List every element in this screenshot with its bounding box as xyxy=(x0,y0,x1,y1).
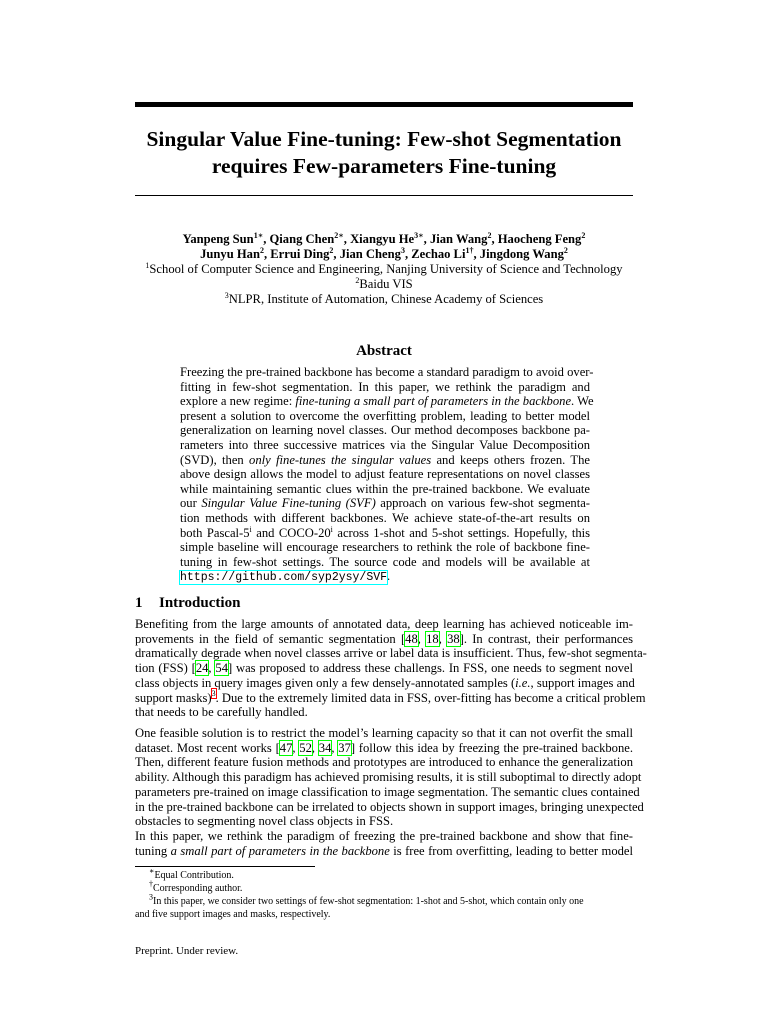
author-affiliation-mark: 2 xyxy=(563,245,568,255)
text-run: , xyxy=(331,740,339,755)
text-run: in the pre-trained backbone can be irrelated to objects shown in support images, bringing unexpected xyxy=(135,799,644,814)
citation-link[interactable]: 52 xyxy=(299,740,312,755)
text-run: and COCO-20 xyxy=(251,525,331,540)
text-line xyxy=(180,438,590,453)
footnote-text: Equal Contribution. xyxy=(154,870,234,881)
text-run: Then, different feature fusion methods and prototypes are introduced to enhance the generalization xyxy=(135,755,633,770)
text-run: generalization on learning novel classes. Our method decomposes backbone pa- xyxy=(180,423,590,438)
text-line xyxy=(180,511,590,526)
footnote-mark: † xyxy=(149,879,153,889)
footnote-mark: 3 xyxy=(149,892,153,902)
author-names-line-1: Yanpeng Sun$^{1∗}$, Qiang Chen$^{2∗}$, Xiangyu $He^{3∗}$, Jian Wang$^2$, Haocheng Feng$^2$ xyxy=(182,230,586,246)
text-run: , support images and xyxy=(530,675,635,690)
text-run: In this paper, we rethink the paradigm of freezing the pre-trained backbone and show that fine- xyxy=(135,829,633,843)
text-line xyxy=(135,726,633,741)
italic-text: i.e. xyxy=(515,675,531,690)
text-line xyxy=(135,755,633,770)
affiliation-text: Baidu VIS xyxy=(359,277,413,291)
text-run: . Due to the extremely limited data in FSS, over-fitting has become a critical problem xyxy=(215,690,646,705)
intro-paragraph-3 xyxy=(135,829,633,858)
citation-link[interactable]: 37 xyxy=(338,740,351,755)
text-run: . We xyxy=(571,394,594,409)
text-run: parameters pre-trained on image classification to image segmentation. The semantic clues contained xyxy=(135,784,640,799)
text-line xyxy=(135,844,633,859)
author-name: Xiangyu He xyxy=(350,232,415,246)
footnote xyxy=(135,879,633,895)
text-line xyxy=(135,741,633,756)
author-affiliation-mark: 2 xyxy=(259,245,264,255)
github-link[interactable]: https://github.com/syp2ysy/SVF xyxy=(180,571,388,585)
title-line-2: requires Few-parameters Fine-tuning xyxy=(211,154,557,178)
title-top-rule xyxy=(135,102,633,107)
citation-link[interactable]: 18 xyxy=(426,631,439,646)
text-line xyxy=(180,569,590,586)
author-affiliation-mark: 1∗ xyxy=(253,230,264,240)
text-run: while maintaining semantic clues within the pre-trained backbone. We evaluate xyxy=(180,481,590,496)
text-line xyxy=(135,799,644,815)
text-run: , xyxy=(438,631,448,646)
text-line xyxy=(135,689,646,706)
author-affiliation-mark: 3∗ xyxy=(414,230,424,240)
author-affiliation-mark: 2∗ xyxy=(334,230,344,240)
text-run: ] follow this idea by freezing the pre-trained backbone. xyxy=(350,740,634,755)
text-line xyxy=(180,394,594,409)
text-run: tuning in few-shot settings. The source code and models will be available at xyxy=(180,554,590,569)
superscript: i xyxy=(330,524,333,534)
superscript: i xyxy=(249,524,252,534)
text-run: fitting in few-shot segmentation. In this paper, we rethink the paradigm and xyxy=(180,379,590,394)
text-line xyxy=(135,661,633,676)
author-name: Jingdong Wang xyxy=(479,247,564,261)
text-run: Benefiting from the large amounts of annotated data, deep learning has achieved noticeable im- xyxy=(135,617,633,631)
text-run: (SVD), then xyxy=(180,452,250,467)
footnote-mark: ∗ xyxy=(149,866,155,876)
text-run: above design allows the model to adjust feature representations on novel classes xyxy=(180,467,590,482)
text-line xyxy=(135,784,640,800)
citation-link[interactable]: 24 xyxy=(195,661,209,676)
citation-link[interactable]: 48 xyxy=(405,631,418,646)
citation-link[interactable]: 47 xyxy=(279,740,293,755)
affiliation-mark: 3 xyxy=(224,290,229,300)
section-number: 1 xyxy=(135,595,143,611)
author-affiliation-mark: 1† xyxy=(465,245,474,255)
affiliation-text: NLPR, Institute of Automation, Chinese Academy of Sciences xyxy=(228,292,544,306)
text-line xyxy=(180,482,590,497)
text-line xyxy=(135,617,633,632)
intro-paragraph-1 xyxy=(135,617,647,720)
text-run: provements in the field of semantic segmentation [ xyxy=(135,631,406,646)
section-title: Introduction xyxy=(159,595,241,611)
author-name: Jian Cheng xyxy=(339,247,401,261)
text-line xyxy=(135,646,647,661)
footnote-link[interactable]: 3 xyxy=(211,689,216,699)
paper-title xyxy=(120,126,648,180)
text-run: across 1-shot and 5-shot settings. Hopefully, this xyxy=(332,525,591,540)
author-block xyxy=(100,232,668,307)
citation-link[interactable]: 38 xyxy=(447,631,460,646)
author-name: Errui Ding xyxy=(270,247,330,261)
text-run: present a solution to overcome the overfitting problem, leading to better model xyxy=(180,408,590,423)
text-run: and keeps others frozen. The xyxy=(431,452,590,467)
footnote-text: In this paper, we consider two settings of few-shot segmentation: 1-shot and 5-shot, which contain only one xyxy=(153,896,584,907)
title-bottom-rule xyxy=(135,195,633,196)
text-line xyxy=(180,409,590,424)
affiliation-mark: 2 xyxy=(355,275,360,285)
text-run: explore a new regime: xyxy=(180,394,296,409)
italic-text: fine-tuning a small part of parameters in the backbone xyxy=(295,394,572,409)
affiliations xyxy=(100,262,668,307)
text-run: ability. Although this paradigm has achieved promising results, it is still suboptimal to directly adopt xyxy=(135,770,642,785)
author-affiliation-mark: 2 xyxy=(487,230,492,240)
author-name: Qiang Chen xyxy=(269,232,335,246)
text-run: rameters into three successive matrices via the Singular Value Decomposition xyxy=(180,437,590,452)
author-affiliation-mark: 3 xyxy=(400,245,405,255)
author-name: Jian Wang xyxy=(429,232,488,246)
text-run: Freezing the pre-trained backbone has become a standard paradigm to avoid over- xyxy=(180,365,594,379)
text-run: simple baseline will encourage researchers to rethink the role of backbone fine- xyxy=(180,540,590,555)
text-run: ]. In contrast, their performances xyxy=(459,631,633,646)
text-line xyxy=(180,467,590,482)
text-run: dataset. Most recent works [ xyxy=(135,740,280,755)
text-line xyxy=(180,380,590,395)
text-run: approach on various few-shot segmenta- xyxy=(375,496,590,511)
text-line xyxy=(135,814,633,829)
affiliation-line xyxy=(100,262,668,277)
text-run: , xyxy=(292,740,300,755)
citation-link[interactable]: 34 xyxy=(318,740,332,755)
footnote-text: Corresponding author. xyxy=(153,883,243,894)
text-line xyxy=(180,365,594,380)
footnote-text: and five support images and masks, respectively. xyxy=(135,909,331,920)
text-line xyxy=(180,526,590,541)
text-run: ] was proposed to address these challengs. In FSS, one needs to segment novel xyxy=(227,661,633,676)
text-line xyxy=(135,705,633,720)
text-run: . xyxy=(387,569,391,584)
affiliation-line xyxy=(100,292,668,307)
abstract-body xyxy=(180,365,594,586)
text-run: class objects in query images given only a few densely-annotated samples ( xyxy=(135,675,516,690)
text-run: support masks) xyxy=(135,690,212,705)
text-run: , xyxy=(311,740,319,755)
section-heading xyxy=(135,594,240,612)
text-run: obstacles to segmenting novel class objects in FSS. xyxy=(135,814,394,829)
text-run: is free from overfitting, leading to better model xyxy=(389,843,634,858)
text-run: our xyxy=(180,496,202,511)
author-affiliation-mark: 2 xyxy=(581,230,586,240)
author-name: Zechao Li xyxy=(411,247,466,261)
author-name: Yanpeng Sun xyxy=(182,232,254,246)
author-affiliation-mark: 2 xyxy=(329,245,334,255)
text-line xyxy=(180,453,590,468)
author-name: Junyu Han xyxy=(200,247,260,261)
affiliation-text: School of Computer Science and Engineering, Nanjing University of Science and Technology xyxy=(149,262,623,276)
intro-paragraph-2 xyxy=(135,726,644,829)
affiliation-mark: 1 xyxy=(145,260,150,270)
footnote-rule xyxy=(135,866,315,867)
author-names-line-2: Junyu Han$^2$, Errui Ding$^2$, Jian Cheng$^3$, Zechao $Li^{1\dagger}$, Jingdong Wang$^2$ xyxy=(200,245,568,261)
text-run: dramatically degrade when novel classes arrive or label data is insufficient. Thus, few-shot segmenta- xyxy=(135,646,647,661)
abstract-heading: Abstract xyxy=(356,343,412,359)
affiliation-line xyxy=(100,277,668,292)
footnote xyxy=(135,892,633,908)
text-line xyxy=(180,423,590,438)
preprint-notice: Preprint. Under review. xyxy=(135,945,239,957)
text-run: , xyxy=(208,661,216,676)
text-run: tion (FSS) [ xyxy=(135,661,196,676)
text-run: both Pascal-5 xyxy=(180,525,250,540)
footnote xyxy=(135,866,633,882)
text-line xyxy=(180,555,590,570)
footnotes xyxy=(135,866,633,921)
author-name: Haocheng Feng xyxy=(497,232,582,246)
text-line xyxy=(180,540,590,555)
text-run: , xyxy=(417,631,427,646)
italic-text: a small part of parameters in the backbone xyxy=(170,843,390,858)
text-run: tuning xyxy=(135,843,171,858)
text-line xyxy=(135,632,633,647)
title-line-1: Singular Value Fine-tuning: Few-shot Segmentation xyxy=(146,127,622,151)
citation-link[interactable]: 54 xyxy=(215,661,228,676)
text-line xyxy=(135,676,633,691)
text-line xyxy=(135,770,642,785)
italic-text: only fine-tunes the singular values xyxy=(249,452,432,467)
text-run: tion methods with different backbones. We achieve state-of-the-art results on xyxy=(180,510,590,525)
italic-text: Singular Value Fine-tuning (SVF) xyxy=(201,496,376,511)
footnote xyxy=(135,908,633,921)
text-run: One feasible solution is to restrict the model’s learning capacity so that it can not overfit the small xyxy=(135,726,633,740)
text-line xyxy=(135,829,633,844)
text-line xyxy=(180,496,590,511)
text-run: that needs to be carefully handled. xyxy=(135,705,308,720)
